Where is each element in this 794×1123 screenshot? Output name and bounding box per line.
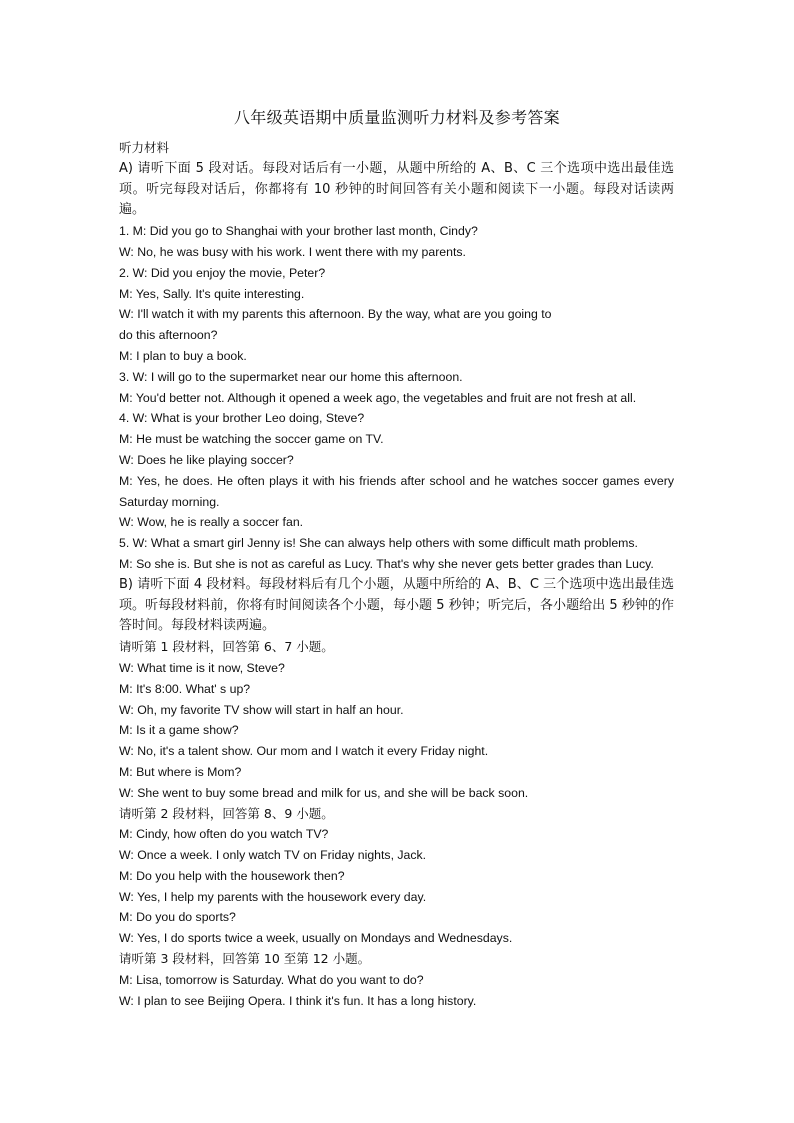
dialogue-line: do this afternoon?: [119, 328, 218, 343]
dialogue-line: W: Yes, I help my parents with the housework every day.: [119, 889, 427, 904]
dialogue-line: M: Yes, he does. He often plays it with his friends after school and he watches soccer games every Saturday morning.: [119, 473, 674, 509]
instruction-paragraph: B) 请听下面 4 段材料。每段材料后有几个小题，从题中所给的 A、B、C 三个选项中选出最佳选项。听每段材料前，你将有时间阅读各个小题，每小题 5 秒钟；听完后，各小题给出 5 秒钟的作答时间。每段材料读两遍。: [119, 576, 674, 634]
dialogue-line: W: No, he was busy with his work. I went there with my parents.: [119, 244, 466, 259]
dialogue-line: M: Cindy, how often do you watch TV?: [119, 827, 329, 842]
dialogue-line: M: Lisa, tomorrow is Saturday. What do you want to do?: [119, 972, 424, 987]
dialogue-line: W: Does he like playing soccer?: [119, 452, 294, 467]
section-heading: 听力材料: [119, 140, 170, 155]
document-title: 八年级英语期中质量监测听力材料及参考答案: [233, 108, 560, 127]
document-body: [119, 138, 674, 1011]
dialogue-line: W: I plan to see Beijing Opera. I think it's fun. It has a long history.: [119, 993, 477, 1008]
dialogue-line: 5. W: What a smart girl Jenny is! She can always help others with some difficult math problems.: [119, 536, 638, 551]
dialogue-line: W: Wow, he is really a soccer fan.: [119, 515, 304, 530]
dialogue-line: 3. W: I will go to the supermarket near our home this afternoon.: [119, 369, 463, 384]
dialogue-line: W: Oh, my favorite TV show will start in half an hour.: [119, 702, 404, 717]
section-heading: 请听第 2 段材料，回答第 8、9 小题。: [119, 805, 334, 821]
dialogue-line: M: Is it a game show?: [119, 723, 239, 738]
dialogue-line: M: So she is. But she is not as careful as Lucy. That's why she never gets better grades than Lucy.: [119, 556, 654, 571]
dialogue-line: M: Do you do sports?: [119, 910, 236, 925]
dialogue-line: M: Do you help with the housework then?: [119, 868, 345, 883]
dialogue-line: 4. W: What is your brother Leo doing, Steve?: [119, 411, 365, 426]
instruction-paragraph: A) 请听下面 5 段对话。每段对话后有一小题，从题中所给的 A、B、C 三个选项中选出最佳选项。听完每段对话后，你都将有 10 秒钟的时间回答有关小题和阅读下一小题。每段对话读两遍。: [119, 160, 674, 218]
dialogue-line: W: What time is it now, Steve?: [119, 660, 285, 675]
dialogue-line: M: He must be watching the soccer game on TV.: [119, 432, 384, 447]
dialogue-line: W: No, it's a talent show. Our mom and I watch it every Friday night.: [119, 744, 489, 759]
dialogue-line: W: She went to buy some bread and milk for us, and she will be back soon.: [119, 785, 529, 800]
dialogue-line: M: You'd better not. Although it opened a week ago, the vegetables and fruit are not fresh at all.: [119, 390, 637, 405]
dialogue-line: 1. M: Did you go to Shanghai with your brother last month, Cindy?: [119, 224, 478, 239]
dialogue-line: M: I plan to buy a book.: [119, 348, 247, 363]
dialogue-line: M: It's 8:00. What' s up?: [119, 681, 251, 696]
section-heading: 请听第 3 段材料，回答第 10 至第 12 小题。: [119, 951, 371, 967]
dialogue-line: 2. W: Did you enjoy the movie, Peter?: [119, 265, 326, 280]
dialogue-line: W: Yes, I do sports twice a week, usually on Mondays and Wednesdays.: [119, 931, 513, 946]
dialogue-line: W: I'll watch it with my parents this afternoon. By the way, what are you going to: [119, 307, 552, 322]
dialogue-line: W: Once a week. I only watch TV on Friday nights, Jack.: [119, 848, 427, 863]
section-heading: 请听第 1 段材料，回答第 6、7 小题。: [119, 639, 334, 655]
dialogue-line: M: Yes, Sally. It's quite interesting.: [119, 286, 305, 301]
dialogue-line: M: But where is Mom?: [119, 764, 242, 779]
